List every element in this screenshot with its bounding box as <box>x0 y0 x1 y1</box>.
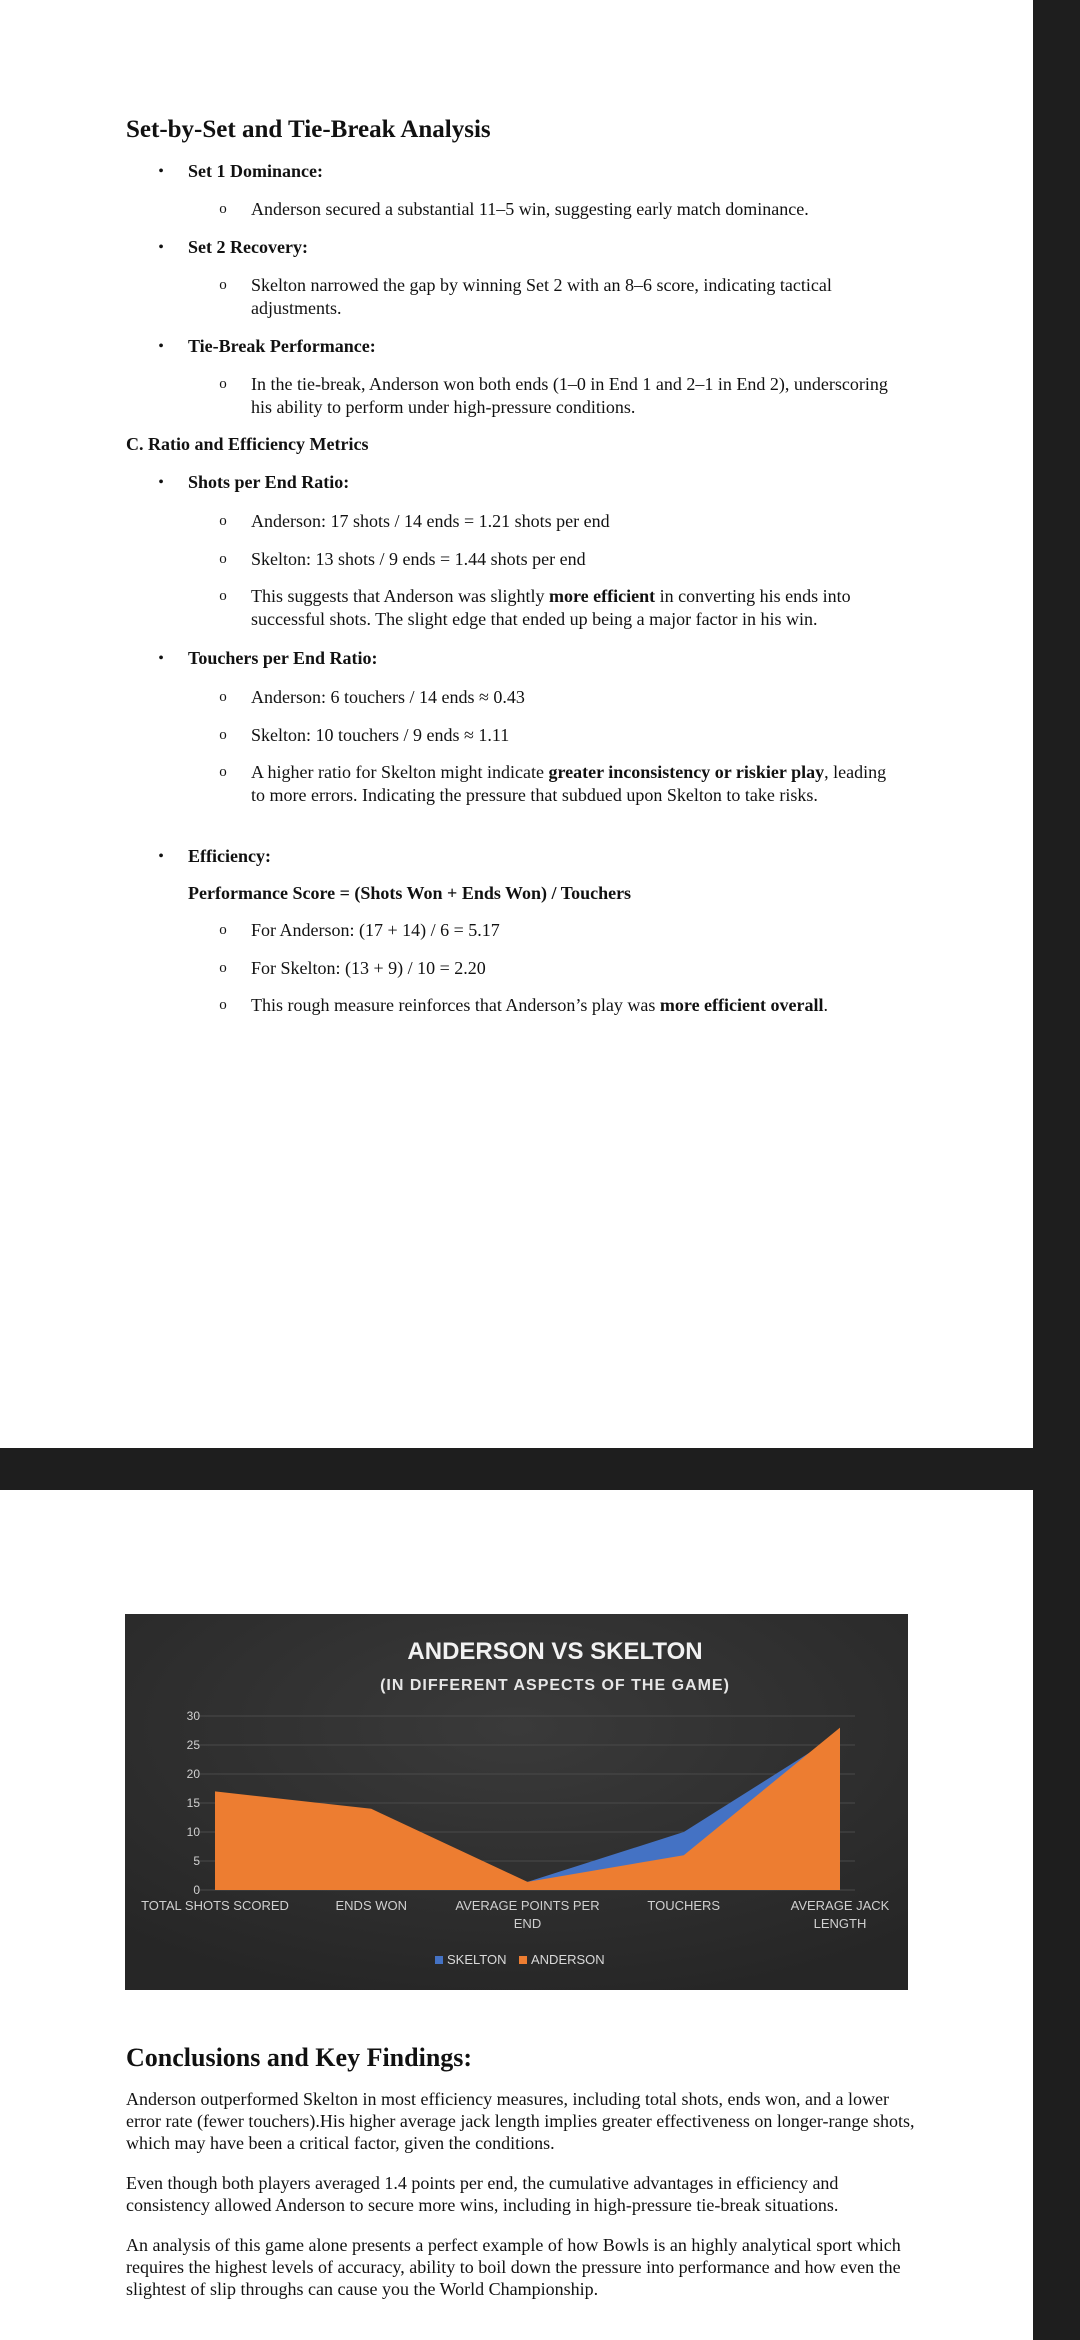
sub-bullet: o <box>219 376 227 392</box>
x-tick-label: TOUCHERS <box>647 1898 721 1913</box>
chart-subtitle: (IN DIFFERENT ASPECTS OF THE GAME) <box>380 1677 730 1694</box>
efficiency-formula: Performance Score = (Shots Won + Ends Won) / Touchers <box>188 883 632 903</box>
set1-point: Anderson secured a substantial 11–5 win, suggesting early match dominance. <box>251 199 809 219</box>
section-title: Set-by-Set and Tie-Break Analysis <box>126 116 491 143</box>
sub-bullet: o <box>219 689 227 705</box>
y-tick-label: 20 <box>186 1767 200 1781</box>
y-tick-label: 30 <box>186 1709 200 1723</box>
x-tick-label: END <box>513 1916 542 1931</box>
y-tick-label: 0 <box>193 1883 200 1897</box>
x-tick-label: LENGTH <box>813 1916 867 1931</box>
legend-label-anderson: ANDERSON <box>531 1952 605 1967</box>
area-chart <box>125 1614 908 1990</box>
efficiency-note: This rough measure reinforces that Anderson’s play was more efficient overall. <box>251 995 828 1015</box>
sub-bullet: o <box>219 201 227 217</box>
bullet: • <box>158 239 164 256</box>
sub-bullet: o <box>219 277 227 293</box>
sub-bullet: o <box>219 588 227 604</box>
bullet: • <box>158 650 164 667</box>
sub-bullet: o <box>219 997 227 1013</box>
sub-bullet: o <box>219 551 227 567</box>
sub-bullet: o <box>219 727 227 743</box>
bullet: • <box>158 338 164 355</box>
touchers-note: A higher ratio for Skelton might indicate greater inconsistency or riskier play, leading to more errors. Indicating the pressure that subdued upon Skelton to take risks. <box>251 762 887 805</box>
touchers-heading: Touchers per End Ratio: <box>188 648 378 668</box>
conclusions-title: Conclusions and Key Findings: <box>126 2043 473 2072</box>
x-tick-label: ENDS WON <box>335 1898 407 1913</box>
y-tick-label: 15 <box>186 1796 200 1810</box>
bullet: • <box>158 848 164 865</box>
y-tick-label: 10 <box>186 1825 200 1839</box>
conclusion-paragraph-1: Anderson outperformed Skelton in most efficiency measures, including total shots, ends won, and a lower error rate (fewer touchers).His higher average jack length implies greater effectiveness on longer-range shots, which may have been a critical factor, given the conditions. <box>126 2089 915 2153</box>
y-tick-label: 5 <box>193 1854 200 1868</box>
tiebreak-point: In the tie-break, Anderson won both ends (1–0 in End 1 and 2–1 in End 2), underscoring his ability to perform under high-pressure conditions. <box>251 374 888 417</box>
x-tick-label: AVERAGE POINTS PER <box>455 1898 600 1913</box>
sub-bullet: o <box>219 513 227 529</box>
set2-point: Skelton narrowed the gap by winning Set 2 with an 8–6 score, indicating tactical adjustments. <box>251 275 832 318</box>
set1-heading: Set 1 Dominance: <box>188 161 323 181</box>
y-tick-label: 25 <box>186 1738 200 1752</box>
sub-bullet: o <box>219 960 227 976</box>
legend-swatch-anderson <box>519 1956 527 1964</box>
conclusion-paragraph-2: Even though both players averaged 1.4 points per end, the cumulative advantages in efficiency and consistency allowed Anderson to secure more wins, including in high-pressure tie-break situations. <box>126 2173 839 2215</box>
sub-bullet: o <box>219 764 227 780</box>
efficiency-heading: Efficiency: <box>188 846 271 866</box>
x-tick-label: AVERAGE JACK <box>790 1898 890 1913</box>
touchers-skelton: Skelton: 10 touchers / 9 ends ≈ 1.11 <box>251 725 510 745</box>
bullet: • <box>158 474 164 491</box>
set2-heading: Set 2 Recovery: <box>188 237 308 257</box>
conclusion-paragraph-3: An analysis of this game alone presents a perfect example of how Bowls is an highly analytical sport which requires the highest levels of accuracy, ability to boil down the pressure into performance and how even the slightest of slip throughs can cause you the World Championship. <box>126 2235 901 2299</box>
chart-title: ANDERSON VS SKELTON <box>407 1638 703 1665</box>
efficiency-anderson: For Anderson: (17 + 14) / 6 = 5.17 <box>251 920 500 940</box>
section-c-heading: C. Ratio and Efficiency Metrics <box>126 434 369 454</box>
efficiency-skelton: For Skelton: (13 + 9) / 10 = 2.20 <box>251 958 486 978</box>
touchers-anderson: Anderson: 6 touchers / 14 ends ≈ 0.43 <box>251 687 525 707</box>
shots-note: This suggests that Anderson was slightly more efficient in converting his ends into successful shots. The slight edge that ended up being a major factor in his win. <box>251 586 851 629</box>
legend-swatch-skelton <box>435 1956 443 1964</box>
scrollbar-track[interactable] <box>1033 0 1080 2340</box>
bullet: • <box>158 163 164 180</box>
x-tick-label: TOTAL SHOTS SCORED <box>141 1898 289 1913</box>
shots-heading: Shots per End Ratio: <box>188 472 350 492</box>
shots-anderson: Anderson: 17 shots / 14 ends = 1.21 shots per end <box>251 511 610 531</box>
shots-skelton: Skelton: 13 shots / 9 ends = 1.44 shots per end <box>251 549 586 569</box>
sub-bullet: o <box>219 922 227 938</box>
tiebreak-heading: Tie-Break Performance: <box>188 336 376 356</box>
legend-label-skelton: SKELTON <box>447 1952 507 1967</box>
